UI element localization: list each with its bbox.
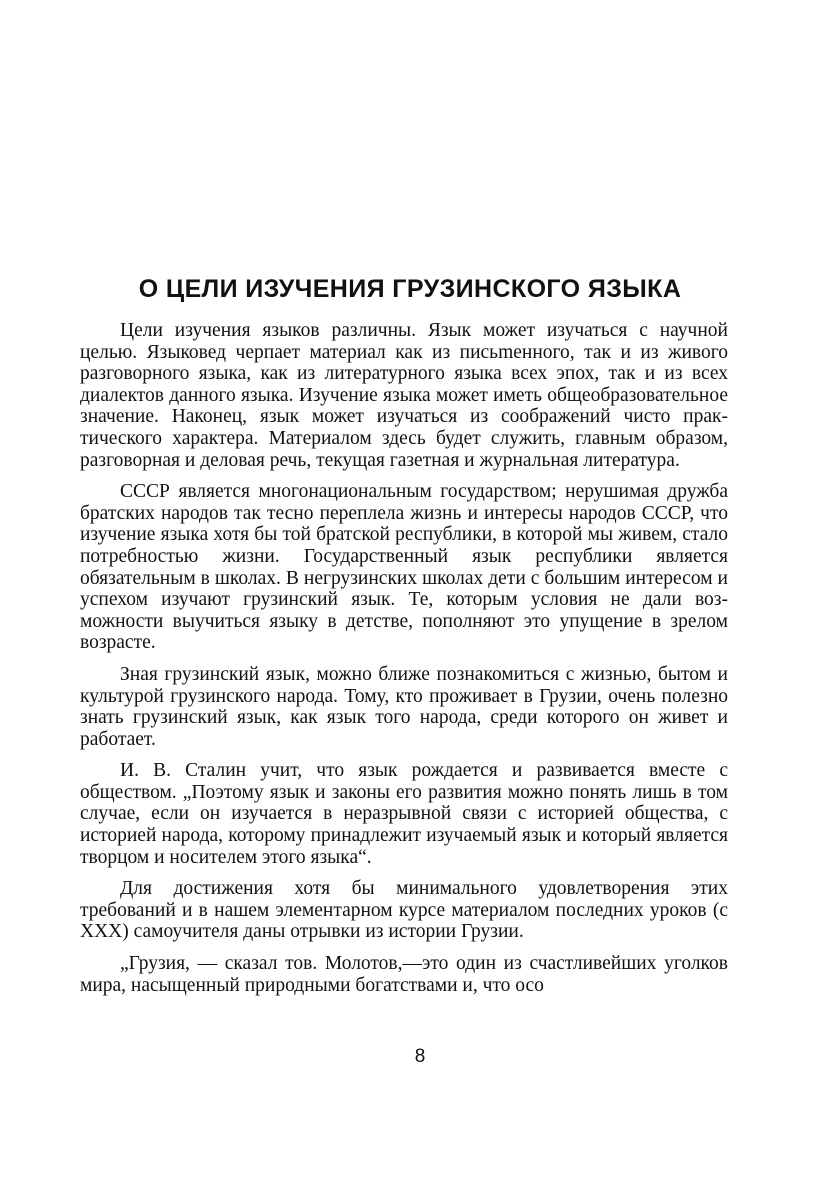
page-title: О ЦЕЛИ ИЗУЧЕНИЯ ГРУЗИНСКОГО ЯЗЫКА (138, 275, 682, 303)
page-number: 8 (414, 1046, 426, 1067)
paragraph-5: Для достижения хотя бы минимального удовлетворения этих требований и в нашем элементарном курсе материалом последних уроков (с XXX) самоучителя даны отрывки из истории Грузии. (80, 878, 728, 943)
paragraph-4: И. В. Сталин учит, что язык рождается и развивается вместе с обществом. „Поэтому язык и законы его развития можно понять лишь в том случае, если он изучается в неразрывной связи с историей общества, с историей народа, которому принадлежит изучаемый язык и который является творцом и носителем этого языка“. (80, 760, 728, 868)
page-body (80, 320, 728, 1006)
paragraph-1: Цели изучения языков различны. Язык может изучаться с научной целью. Языковед черпает материал как из письmенного, так и из живого разговорного языка, как из литературного языка всех эпох, так и из всех диалектов данного языка. Изучение языка может иметь общеобразовательное значение. Наконец, язык может изучаться из соображений чисто практического характера. Материалом здесь будет служить, главным образом, разговорная и деловая речь, текущая газетная и журнальная литература. (80, 320, 728, 471)
paragraph-3: Зная грузинский язык, можно ближе познакомиться с жизнью, бытом и культурой грузинского народа. Тому, кто проживает в Грузии, очень полезно знать грузинский язык, как язык того народа, среди которого он живет и работает. (80, 663, 728, 750)
paragraph-6: „Грузия, — сказал тов. Молотов,—это один из счастливейших уголков мира, насыщенный природными богатствами и, что осо (80, 953, 728, 996)
paragraph-2: СССР является многонациональным государством; нерушимая дружба братских народов так тесно переплела жизнь и интересы народов СССР, что изучение языка хотя бы той братской республики, в которой мы живем, стало потребностью жизни. Государственный язык республики является обязательным в школах. В негрузинских школах дети с большим интересом и успехом изучают грузинский язык. Те, которым условия не дали возможности выучиться языку в детстве, пополняют это упущение в зрелом возрасте. (80, 481, 728, 654)
